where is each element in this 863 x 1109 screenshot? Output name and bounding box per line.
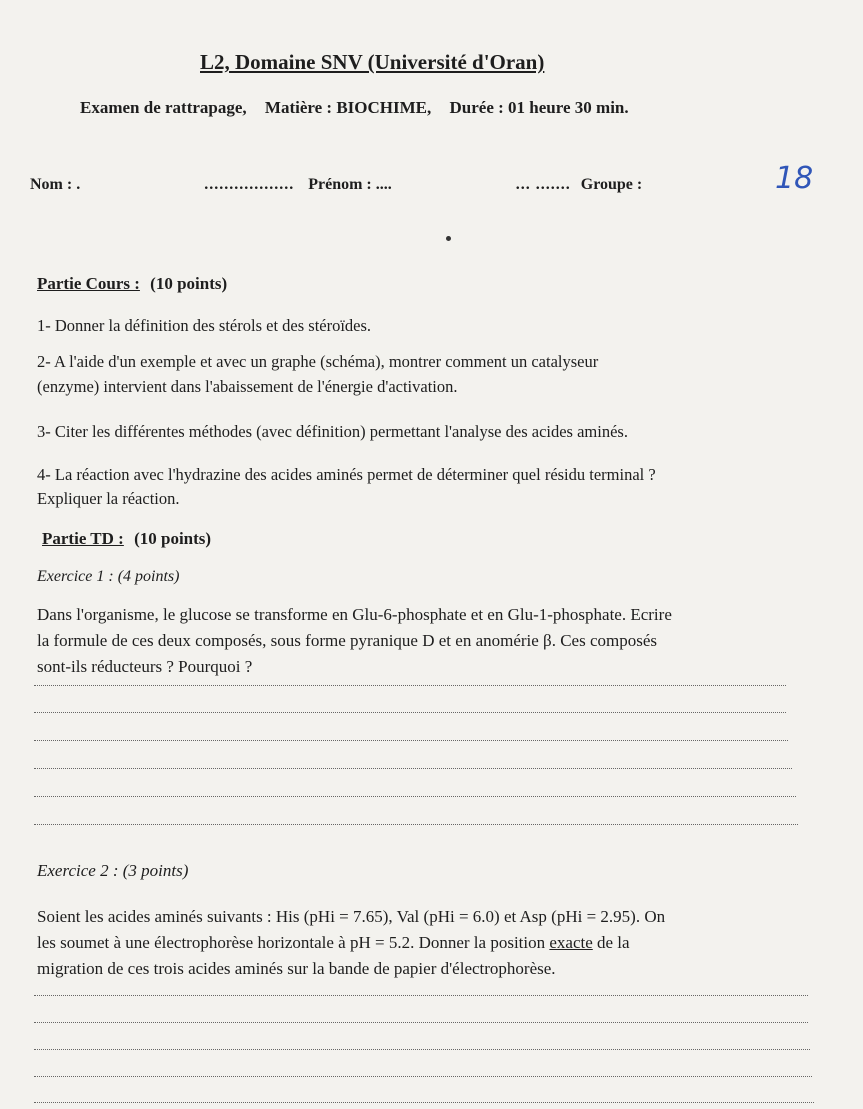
td-heading (42, 529, 211, 549)
td-points: (10 points) (134, 529, 212, 548)
exam-title: L2, Domaine SNV (Université d'Oran) (200, 50, 545, 74)
nom-label: Nom : . (30, 176, 81, 193)
answer-line[interactable] (34, 824, 798, 825)
exam-info-line (80, 98, 643, 118)
exercise-2-line-2-end: de la (597, 933, 630, 952)
cours-question-2-line-2: (enzyme) intervient dans l'abaissement de l'énergie d'activation. (37, 377, 458, 396)
cours-question-4-line-2: Expliquer la réaction. (37, 489, 180, 508)
identity-row (30, 176, 642, 194)
answer-line[interactable] (34, 1022, 808, 1023)
exam-subject: Matière : BIOCHIME, (264, 98, 432, 117)
exercise-1-line-1: Dans l'organisme, le glucose se transforme en Glu-6-phosphate et en Glu-1-phosphate. Ecrire (37, 605, 672, 624)
exam-type: Examen de rattrapage, (80, 98, 247, 117)
exercise-2-line-1: Soient les acides aminés suivants : His (pHi = 7.65), Val (pHi = 6.0) et Asp (pHi = 2.95). On (37, 907, 666, 926)
nom-field[interactable]: .................. (204, 176, 295, 193)
cours-question-1: 1- Donner la définition des stérols et des stéroïdes. (37, 316, 372, 335)
answer-line[interactable] (34, 712, 786, 713)
ink-dot (446, 236, 451, 241)
exercise-1-title: Exercice 1 : (4 points) (37, 568, 180, 585)
exercise-2-exacte: exacte (549, 933, 593, 952)
answer-line[interactable] (34, 796, 796, 797)
groupe-label: Groupe : (580, 176, 643, 193)
answer-line[interactable] (34, 1102, 814, 1103)
cours-question-2-line-1: 2- A l'aide d'un exemple et avec un graphe (schéma), montrer comment un catalyseur (37, 352, 599, 371)
cours-heading (37, 274, 227, 294)
answer-line[interactable] (34, 995, 808, 996)
exercise-2-line-3: migration de ces trois acides aminés sur la bande de papier d'électrophorèse. (37, 959, 556, 978)
groupe-handwritten-value: 18 (775, 161, 814, 196)
answer-line[interactable] (34, 1076, 812, 1077)
exercise-1-line-3: sont-ils réducteurs ? Pourquoi ? (37, 657, 253, 676)
td-heading-label: Partie TD : (42, 529, 124, 548)
prenom-label: Prénom : .... (308, 176, 392, 193)
exercise-2-title: Exercice 2 : (3 points) (37, 861, 189, 880)
exam-duration: Durée : 01 heure 30 min. (449, 98, 629, 117)
cours-heading-label: Partie Cours : (37, 274, 140, 293)
cours-question-4-line-1: 4- La réaction avec l'hydrazine des acides aminés permet de déterminer quel résidu terminal ? (37, 465, 656, 484)
exercise-2-line-2-text: les soumet à une électrophorèse horizontale à pH = 5.2. Donner la position (37, 933, 546, 952)
cours-question-3: 3- Citer les différentes méthodes (avec définition) permettant l'analyse des acides aminés. (37, 422, 628, 441)
exercise-1-line-2: la formule de ces deux composés, sous forme pyranique D et en anomérie β. Ces composés (37, 631, 658, 650)
answer-line[interactable] (34, 768, 792, 769)
answer-line[interactable] (34, 1049, 810, 1050)
prenom-field[interactable]: ... ....... (515, 176, 571, 193)
answer-line[interactable] (34, 740, 788, 741)
cours-points: (10 points) (150, 274, 228, 293)
answer-line[interactable] (34, 685, 786, 686)
exercise-2-line-2 (37, 930, 630, 956)
